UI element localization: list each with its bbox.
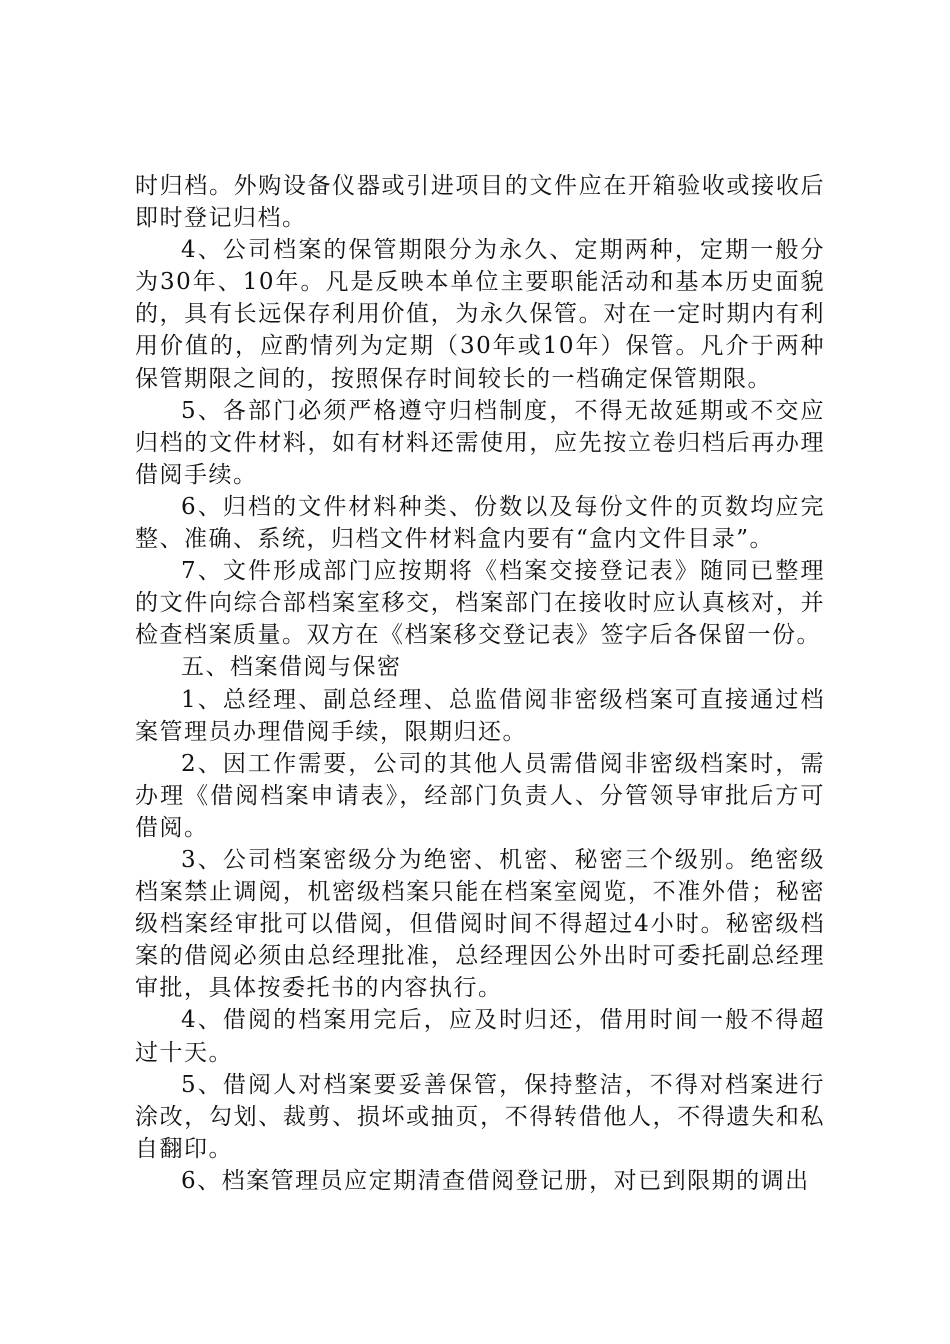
paragraph-care-rules: 5、借阅人对档案要妥善保管，保持整洁，不得对档案进行涂改，勾划、裁剪、损坏或抽页，不得转借他人，不得遗失和私自翻印。 xyxy=(135,1071,825,1162)
section-heading-borrowing: 五、档案借阅与保密 xyxy=(181,654,402,681)
paragraph-classification-levels: 3、公司档案密级分为绝密、机密、秘密三个级别。绝密级档案禁止调阅，机密级档案只能在档案室阅览，不准外借；秘密级档案经审批可以借阅，但借阅时间不得超过4小时。秘密级档案的借阅必须由总经理批准，总经理因公外出时可委托副总经理审批，具体按委托书的内容执行。 xyxy=(135,846,825,1002)
document-page xyxy=(135,170,825,1197)
paragraph-executive-borrowing: 1、总经理、副总经理、总监借阅非密级档案可直接通过档案管理员办理借阅手续，限期归还。 xyxy=(135,686,825,745)
paragraph-continuation: 时归档。外购设备仪器或引进项目的文件应在开箱验收或接收后即时登记归档。 xyxy=(135,173,825,232)
paragraph-handover: 7、文件形成部门应按期将《档案交接登记表》随同已整理的文件向综合部档案室移交，档案部门在接收时应认真核对，并检查档案质量。双方在《档案移交登记表》签字后各保留一份。 xyxy=(135,558,825,649)
paragraph-archiving-rules: 5、各部门必须严格遵守归档制度，不得无故延期或不交应归档的文件材料，如有材料还需使用，应先按立卷归档后再办理借阅手续。 xyxy=(135,397,825,488)
paragraph-return-period: 4、借阅的档案用完后，应及时归还，借用时间一般不得超过十天。 xyxy=(135,1007,825,1066)
paragraph-audit: 6、档案管理员应定期清查借阅登记册，对已到限期的调出 xyxy=(181,1167,810,1194)
paragraph-file-completeness: 6、归档的文件材料种类、份数以及每份文件的页数均应完整、准确、系统，归档文件材料盒内要有“盒内文件目录”。 xyxy=(135,493,825,553)
paragraph-staff-borrowing: 2、因工作需要，公司的其他人员需借阅非密级档案时，需办理《借阅档案申请表》，经部门负责人、分管领导审批后方可借阅。 xyxy=(135,750,825,841)
paragraph-retention-period: 4、公司档案的保管期限分为永久、定期两种，定期一般分为30年、10年。凡是反映本单位主要职能活动和基本历史面貌的，具有长远保存利用价值，为永久保管。对在一定时期内有利用价值的，应酌情列为定期（30年或10年）保管。凡介于两种保管期限之间的，按照保存时间较长的一档确定保管期限。 xyxy=(135,237,825,392)
